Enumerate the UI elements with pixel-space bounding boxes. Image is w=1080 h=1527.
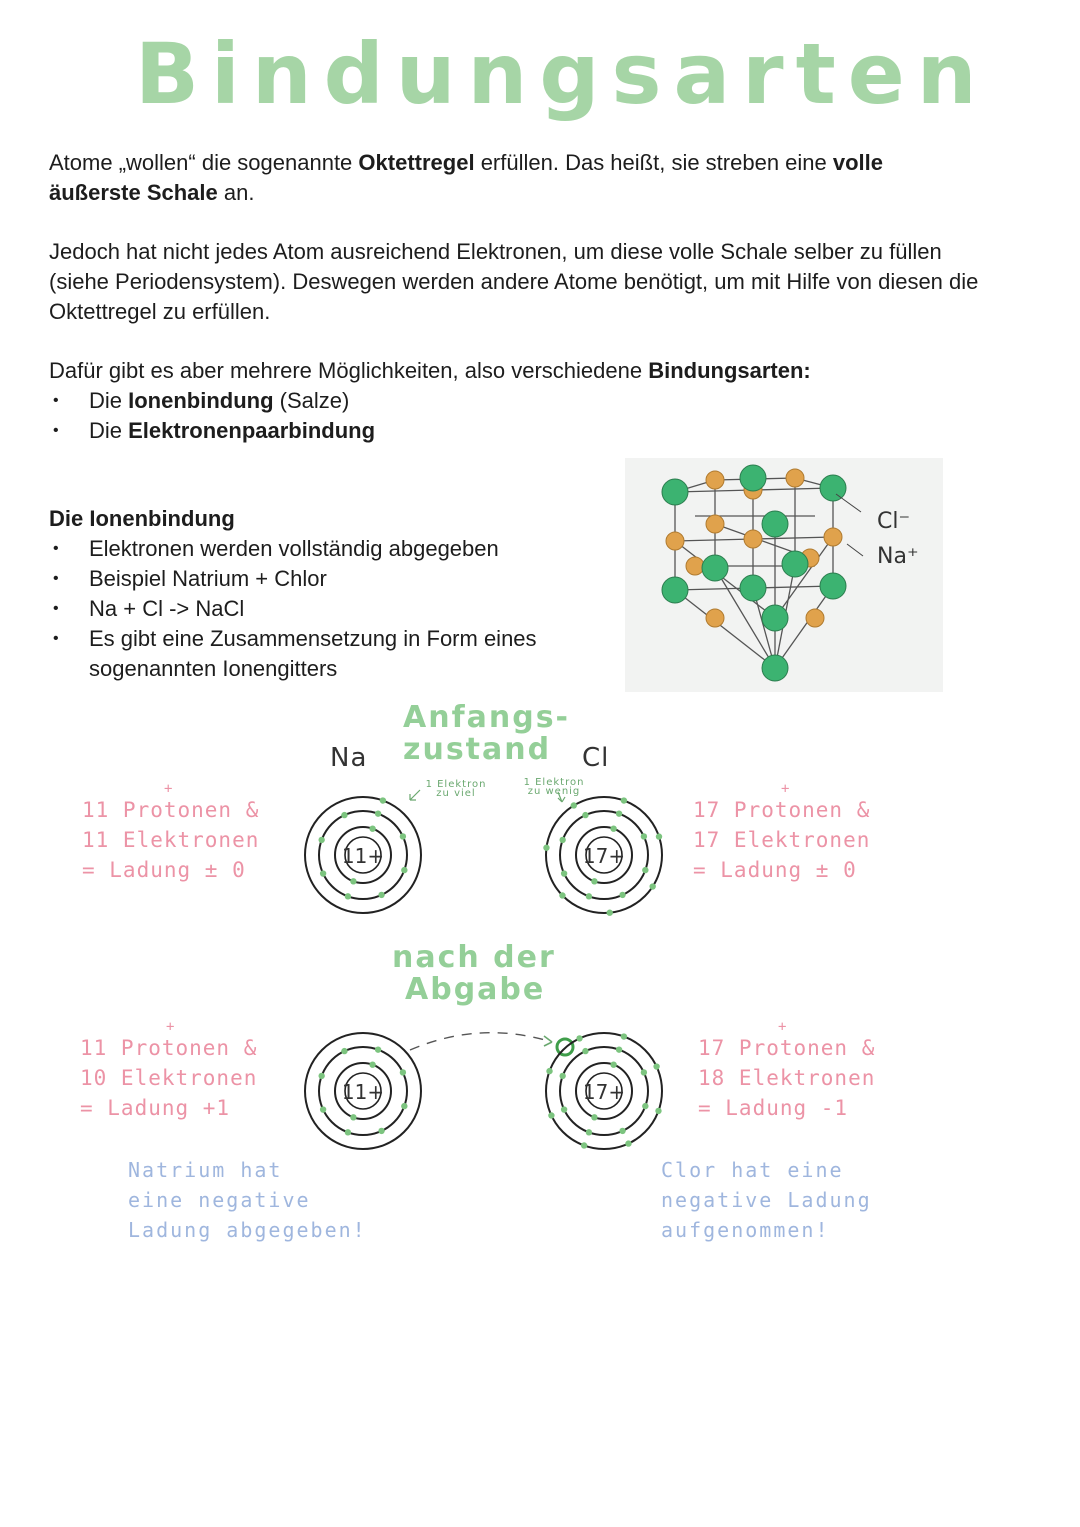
electron-dot (318, 1073, 324, 1079)
electron-dot (546, 1068, 552, 1074)
electron-dot (561, 1106, 567, 1112)
sodium-ion-after (300, 1028, 426, 1154)
electron-dot (378, 1128, 384, 1134)
lattice-label-chloride: Cl⁻ (877, 509, 911, 534)
initial-state-heading-line2: zustand (403, 732, 552, 767)
electron-dot (341, 1048, 347, 1054)
chlorine-charge-after: + 17 Protonen & 18 Elektronen = Ladung -1 (698, 1019, 876, 1120)
intro-paragraph-bindungsarten: Dafür gibt es aber mehrere Möglichkeiten, also verschiedene Bindungsarten: (49, 358, 811, 383)
electron-dot (369, 1061, 375, 1067)
electron-dot (401, 1103, 407, 1109)
electron-dot (576, 1035, 582, 1041)
sodium-summary-note: Natrium hat eine negative Ladung abgegeben! (128, 1158, 367, 1242)
electron-dot (586, 1129, 592, 1135)
electron-dot (621, 1033, 627, 1039)
sodium-charge-after: + 11 Protonen & 10 Elektronen = Ladung +1 (80, 1019, 258, 1120)
list-item: • Elektronen werden vollständig abgegeben (49, 534, 609, 564)
chlorine-charge-initial: + 17 Protonen & 17 Elektronen = Ladung ± 0 (693, 781, 871, 882)
electron-dot (345, 1129, 351, 1135)
electron-dot (548, 1112, 554, 1118)
electron-dot (582, 1048, 588, 1054)
list-item-ionenbindung: • Die Ionenbindung (Salze) (49, 386, 375, 416)
chlorine-summary-note: Clor hat eine negative Ladung aufgenommen! (661, 1158, 872, 1242)
list-item: • Na + Cl -> NaCl (49, 594, 609, 624)
lattice-label-sodium: Na⁺ (877, 544, 919, 569)
electron-dot (655, 1108, 661, 1114)
list-item-elektronenpaarbindung: • Die Elektronenpaarbindung (49, 416, 375, 446)
page-title: Bindungsarten (135, 25, 989, 123)
electron-dot (581, 1142, 587, 1148)
electron-dot (616, 1046, 622, 1052)
electron-dot (619, 1128, 625, 1134)
after-state-heading-line1: nach der (392, 940, 556, 975)
electron-dot (350, 1114, 356, 1120)
electron-dot (559, 1073, 565, 1079)
chlorine-ion-after (541, 1028, 667, 1154)
intro-paragraph-oktett: Atome „wollen“ die sogenannte Oktettregel erfüllen. Das heißt, sie streben eine volle äußerste Schale an. (49, 150, 884, 205)
section-heading-ionenbindung: Die Ionenbindung (49, 506, 235, 531)
nucleus-charge: 17+ (582, 1080, 626, 1104)
chlorine-deficit-note: 1 Elektron zu wenig (523, 777, 585, 797)
chlorine-symbol: Cl (582, 743, 610, 773)
sodium-charge-initial: + 11 Protonen & 11 Elektronen = Ladung ± 0 (82, 781, 260, 882)
list-item: • Beispiel Natrium + Chlor (49, 564, 609, 594)
sodium-symbol: Na (330, 743, 368, 773)
nucleus-charge: 17+ (582, 844, 626, 868)
electron-dot (375, 1046, 381, 1052)
electron-dot (610, 1061, 616, 1067)
intro-paragraph-elektronen: Jedoch hat nicht jedes Atom ausreichend Elektronen, um diese volle Schale selber zu füllen (siehe Periodensystem). Deswegen werden andere Atome benötigt, um mit Hilfe von diesen die Oktettregel zu erfüllen. (49, 239, 979, 324)
electron-dot (320, 1106, 326, 1112)
electron-dot (591, 1114, 597, 1120)
electron-dot (653, 1063, 659, 1069)
nucleus-charge: 11+ (341, 844, 385, 868)
electron-dot (625, 1140, 631, 1146)
after-state-heading-line2: Abgabe (405, 972, 546, 1007)
electron-dot (641, 1069, 647, 1075)
nucleus-charge: 11+ (341, 1080, 385, 1104)
initial-state-heading-line1: Anfangs- (403, 700, 571, 735)
list-item: • Es gibt eine Zusammensetzung in Form eines sogenannten Ionengitters (49, 624, 609, 684)
electron-dot (400, 1069, 406, 1075)
electron-dot (642, 1103, 648, 1109)
sodium-excess-note: 1 Elektron zu viel (425, 779, 487, 799)
